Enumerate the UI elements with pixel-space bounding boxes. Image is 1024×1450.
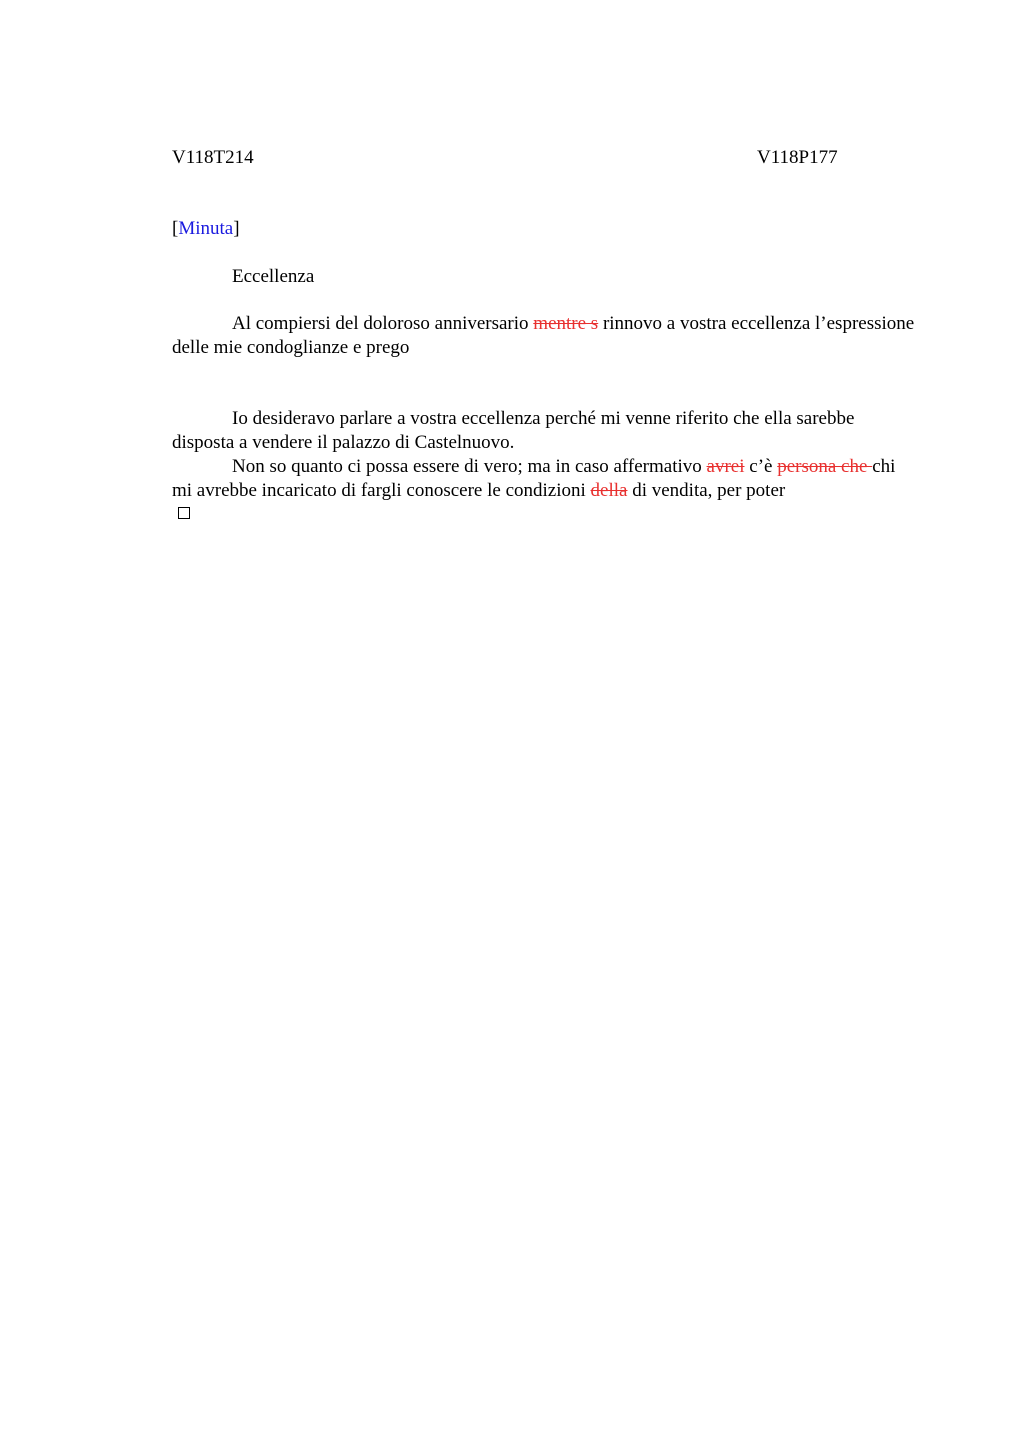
paragraph-conditions <box>172 455 917 503</box>
paragraph3-text-1: Non so quanto ci possa essere di vero; ma in caso affermativo <box>232 456 707 477</box>
empty-checkbox-icon <box>178 507 190 519</box>
paragraph-condolences <box>172 312 917 360</box>
deleted-text: avrei <box>706 456 745 477</box>
deleted-text: della <box>590 480 628 501</box>
label-close-bracket: ] <box>233 218 240 239</box>
deleted-text: persona che <box>777 456 873 477</box>
paragraph1-text-2: rinnovo a vostra eccellenza l’espressione delle mie condoglianze e prego <box>172 313 915 358</box>
paragraph-group-sale <box>172 407 917 503</box>
label-text: Minuta <box>178 218 234 239</box>
paragraph3-text-2: c’è <box>744 456 778 477</box>
minuta-label <box>172 217 240 241</box>
document-code-right: V118P177 <box>757 147 838 168</box>
paragraph3-text-3: chi mi avrebbe incaricato di fargli conoscere le condizioni <box>172 456 896 501</box>
paragraph-request: Io desideravo parlare a vostra eccellenza perché mi venne riferito che ella sarebbe disposta a vendere il palazzo di Castelnuovo. <box>172 408 855 453</box>
paragraph3-text-4: di vendita, per poter <box>627 480 786 501</box>
deleted-text: mentre s <box>533 313 599 334</box>
label-open-bracket: [ <box>172 218 179 239</box>
salutation: Eccellenza <box>232 266 315 287</box>
document-code-left: V118T214 <box>172 147 254 168</box>
paragraph1-text-1: Al compiersi del doloroso anniversario <box>232 313 534 334</box>
